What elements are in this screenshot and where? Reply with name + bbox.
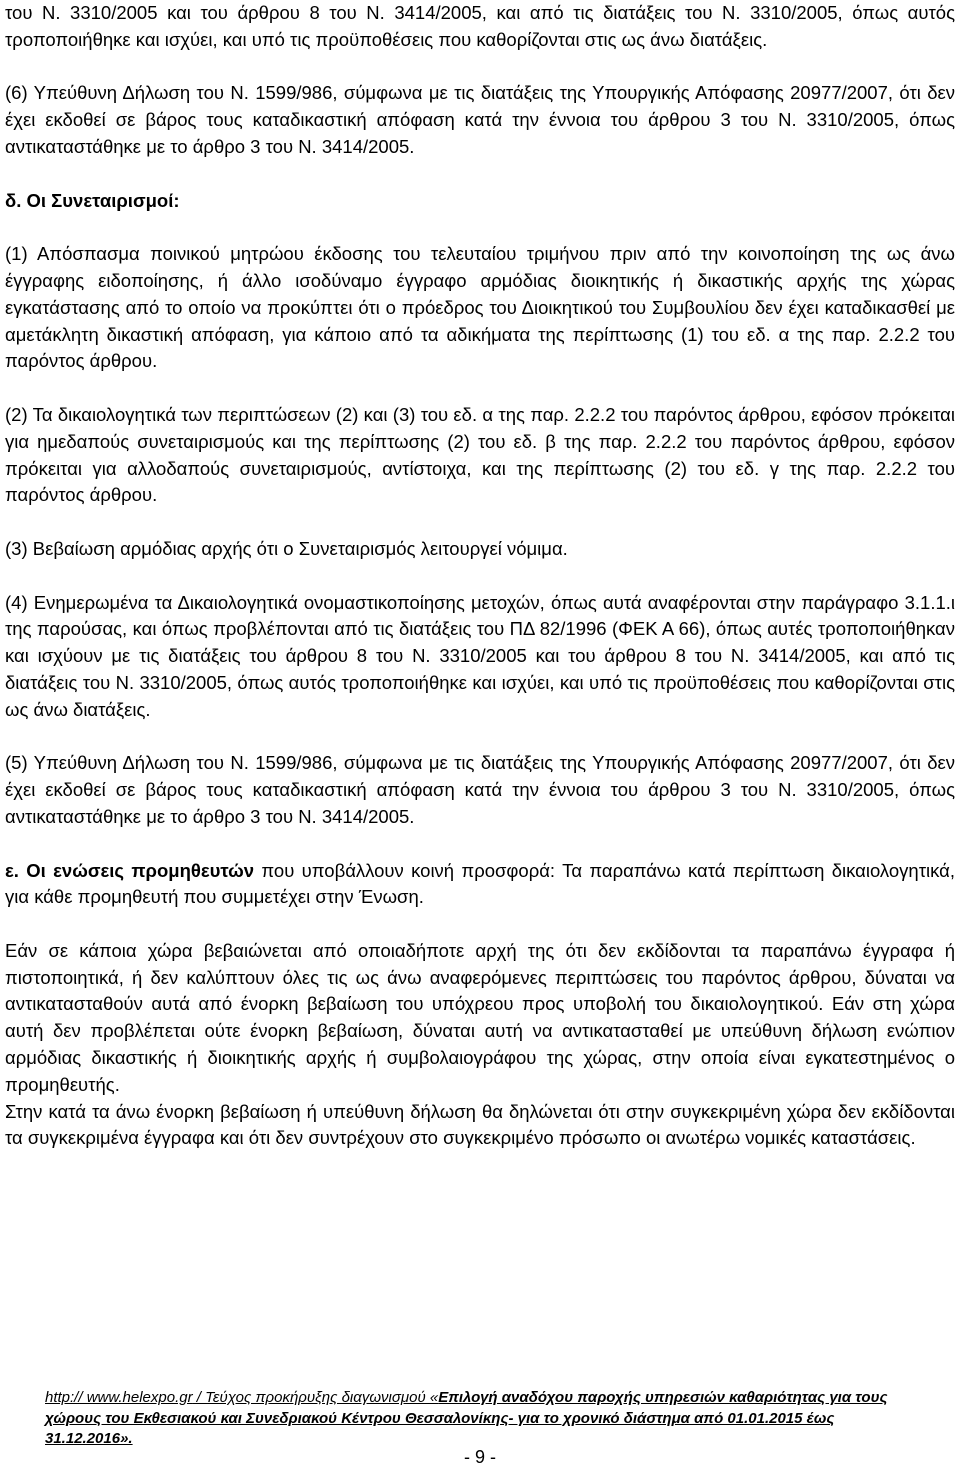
intro-paragraph: του Ν. 3310/2005 και του άρθρου 8 του Ν. 3414/2005, και από τις διατάξεις του Ν. 3310/2005, όπως αυτός τροποποιήθηκε και ισχύει, και υπό τις προϋποθέσεις που καθορίζονται στις ως άνω διατάξεις. [5, 2, 955, 50]
section-e-paragraph [5, 858, 955, 912]
section-e-heading: ε. Οι ενώσεις προμηθευτών [5, 859, 255, 881]
footer-title: Επιλογή αναδόχου παροχής υπηρεσιών καθαριότητας για τους χώρους του Εκθεσιακού και Συνεδριακού Κέντρου Θεσσαλονίκης- για το χρονικό διάστημα από 01.01.2015 έως 31.12.2016». [45, 1389, 888, 1447]
item-6-paragraph: (6) Υπεύθυνη Δήλωση του Ν. 1599/986, σύμφωνα με τις διατάξεις της Υπουργικής Απόφασης 20977/2007, ότι δεν έχει εκδοθεί σε βάρος τους καταδικαστική απόφαση κατά την έννοια του άρθρου 3 του Ν. 3310/2005, όπως αντικαταστάθηκε με το άρθρο 3 του Ν. 3414/2005. [5, 82, 955, 157]
document-body [5, 0, 955, 1152]
sworn-statement-paragraph: Στην κατά τα άνω ένορκη βεβαίωση ή υπεύθυνη δήλωση θα δηλώνεται ότι στην συγκεκριμένη χώρα δεν εκδίδονται τα συγκεκριμένα έγγραφα και ότι δεν συντρέχουν στο συγκεκριμένο πρόσωπο οι ανωτέρω νομικές καταστάσεις. [5, 1100, 955, 1149]
section-d-heading: δ. Οι Συνεταιρισμοί: [5, 189, 180, 211]
section-d-item-4: (4) Ενημερωμένα τα Δικαιολογητικά ονομαστικοποίησης μετοχών, όπως αυτά αναφέρονται στην παράγραφο 3.1.1.ι της παρούσας, και όπως προβλέπονται από τις διατάξεις του ΠΔ 82/1996 (ΦΕΚ Α 66), όπως αυτές τροποποιήθηκαν και ισχύουν με τις διατάξεις του άρθρου 8 του Ν. 3310/2005 και του άρθρου 8 του Ν. 3414/2005, και από τις διατάξεις του Ν. 3310/2005, όπως αυτός τροποποιήθηκε και ισχύει, και υπό τις προϋποθέσεις που καθορίζονται στις ως άνω διατάξεις. [5, 591, 955, 720]
footer-url-link[interactable]: http:// www.helexpo.gr [45, 1389, 193, 1406]
section-d-item-1: (1) Απόσπασμα ποινικού μητρώου έκδοσης του τελευταίου τριμήνου πριν από την κοινοποίηση της ως άνω έγγραφης ειδοποίησης, ή άλλο ισοδύναμο έγγραφο αρμόδιας διοικητικής ή δικαστικής αρχής της χώρας εγκατάστασης από το οποίο να προκύπτει ότι ο πρόεδρος του Διοικητικού του Συμβουλίου δεν έχει καταδικασθεί με αμετάκλητη δικαστική απόφαση, για κάποιο από τα αδικήματα της περίπτωσης (1) του εδ. α της παρ. 2.2.2 του παρόντος άρθρου. [5, 243, 955, 372]
page-number: - 9 - [463, 1447, 496, 1467]
foreign-certificates-paragraph: Εάν σε κάποια χώρα βεβαιώνεται από οποιαδήποτε αρχή της ότι δεν εκδίδονται τα παραπάνω έγγραφα ή πιστοποιητικά, ή δεν καλύπτουν όλες τις ως άνω αναφερόμενες περιπτώσεις του παρόντος άρθρου, δύναται να αντικατασταθούν αυτά από ένορκη βεβαίωση του υπόχρεου προς υποβολή του δικαιολογητικού. Εάν στη χώρα αυτή δεν προβλέπεται ούτε ένορκη βεβαίωση, δύναται αυτή να αντικατασταθεί με υπεύθυνη δήλωση ενώπιον αρμόδιας δικαστικής ή διοικητικής αρχής ή συμβολαιογράφου της χώρας, στην οποία είναι εγκατεστημένος ο προμηθευτής. [5, 939, 955, 1095]
section-d-item-3: (3) Βεβαίωση αρμόδιας αρχής ότι ο Συνεταιρισμός λειτουργεί νόμιμα. [5, 537, 568, 559]
section-e-text: που υποβάλλουν κοινή προσφορά: Τα παραπάνω κατά περίπτωση δικαιολογητικά, για κάθε προμηθευτή που συμμετέχει στην Ένωση. [5, 859, 956, 908]
page-footer [45, 1388, 925, 1450]
section-d-item-2: (2) Τα δικαιολογητικά των περιπτώσεων (2) και (3) του εδ. α της παρ. 2.2.2 του παρόντος άρθρου, εφόσον πρόκειται για ημεδαπούς συνεταιρισμούς και της περίπτωσης (2) του εδ. β της παρ. 2.2.2 του παρόντος άρθρου, εφόσον πρόκειται για αλλοδαπούς συνεταιρισμούς, αντίστοιχα, και της περίπτωσης (2) του εδ. γ της παρ. 2.2.2 του παρόντος άρθρου. [5, 403, 955, 506]
section-d-item-5: (5) Υπεύθυνη Δήλωση του Ν. 1599/986, σύμφωνα με τις διατάξεις της Υπουργικής Απόφασης 20977/2007, ότι δεν έχει εκδοθεί σε βάρος τους καταδικαστική απόφαση κατά την έννοια του άρθρου 3 του Ν. 3310/2005, όπως αντικαταστάθηκε με το άρθρο 3 του Ν. 3414/2005. [5, 752, 955, 827]
footer-separator: / Τεύχος προκήρυξης διαγωνισμού « [192, 1389, 439, 1406]
